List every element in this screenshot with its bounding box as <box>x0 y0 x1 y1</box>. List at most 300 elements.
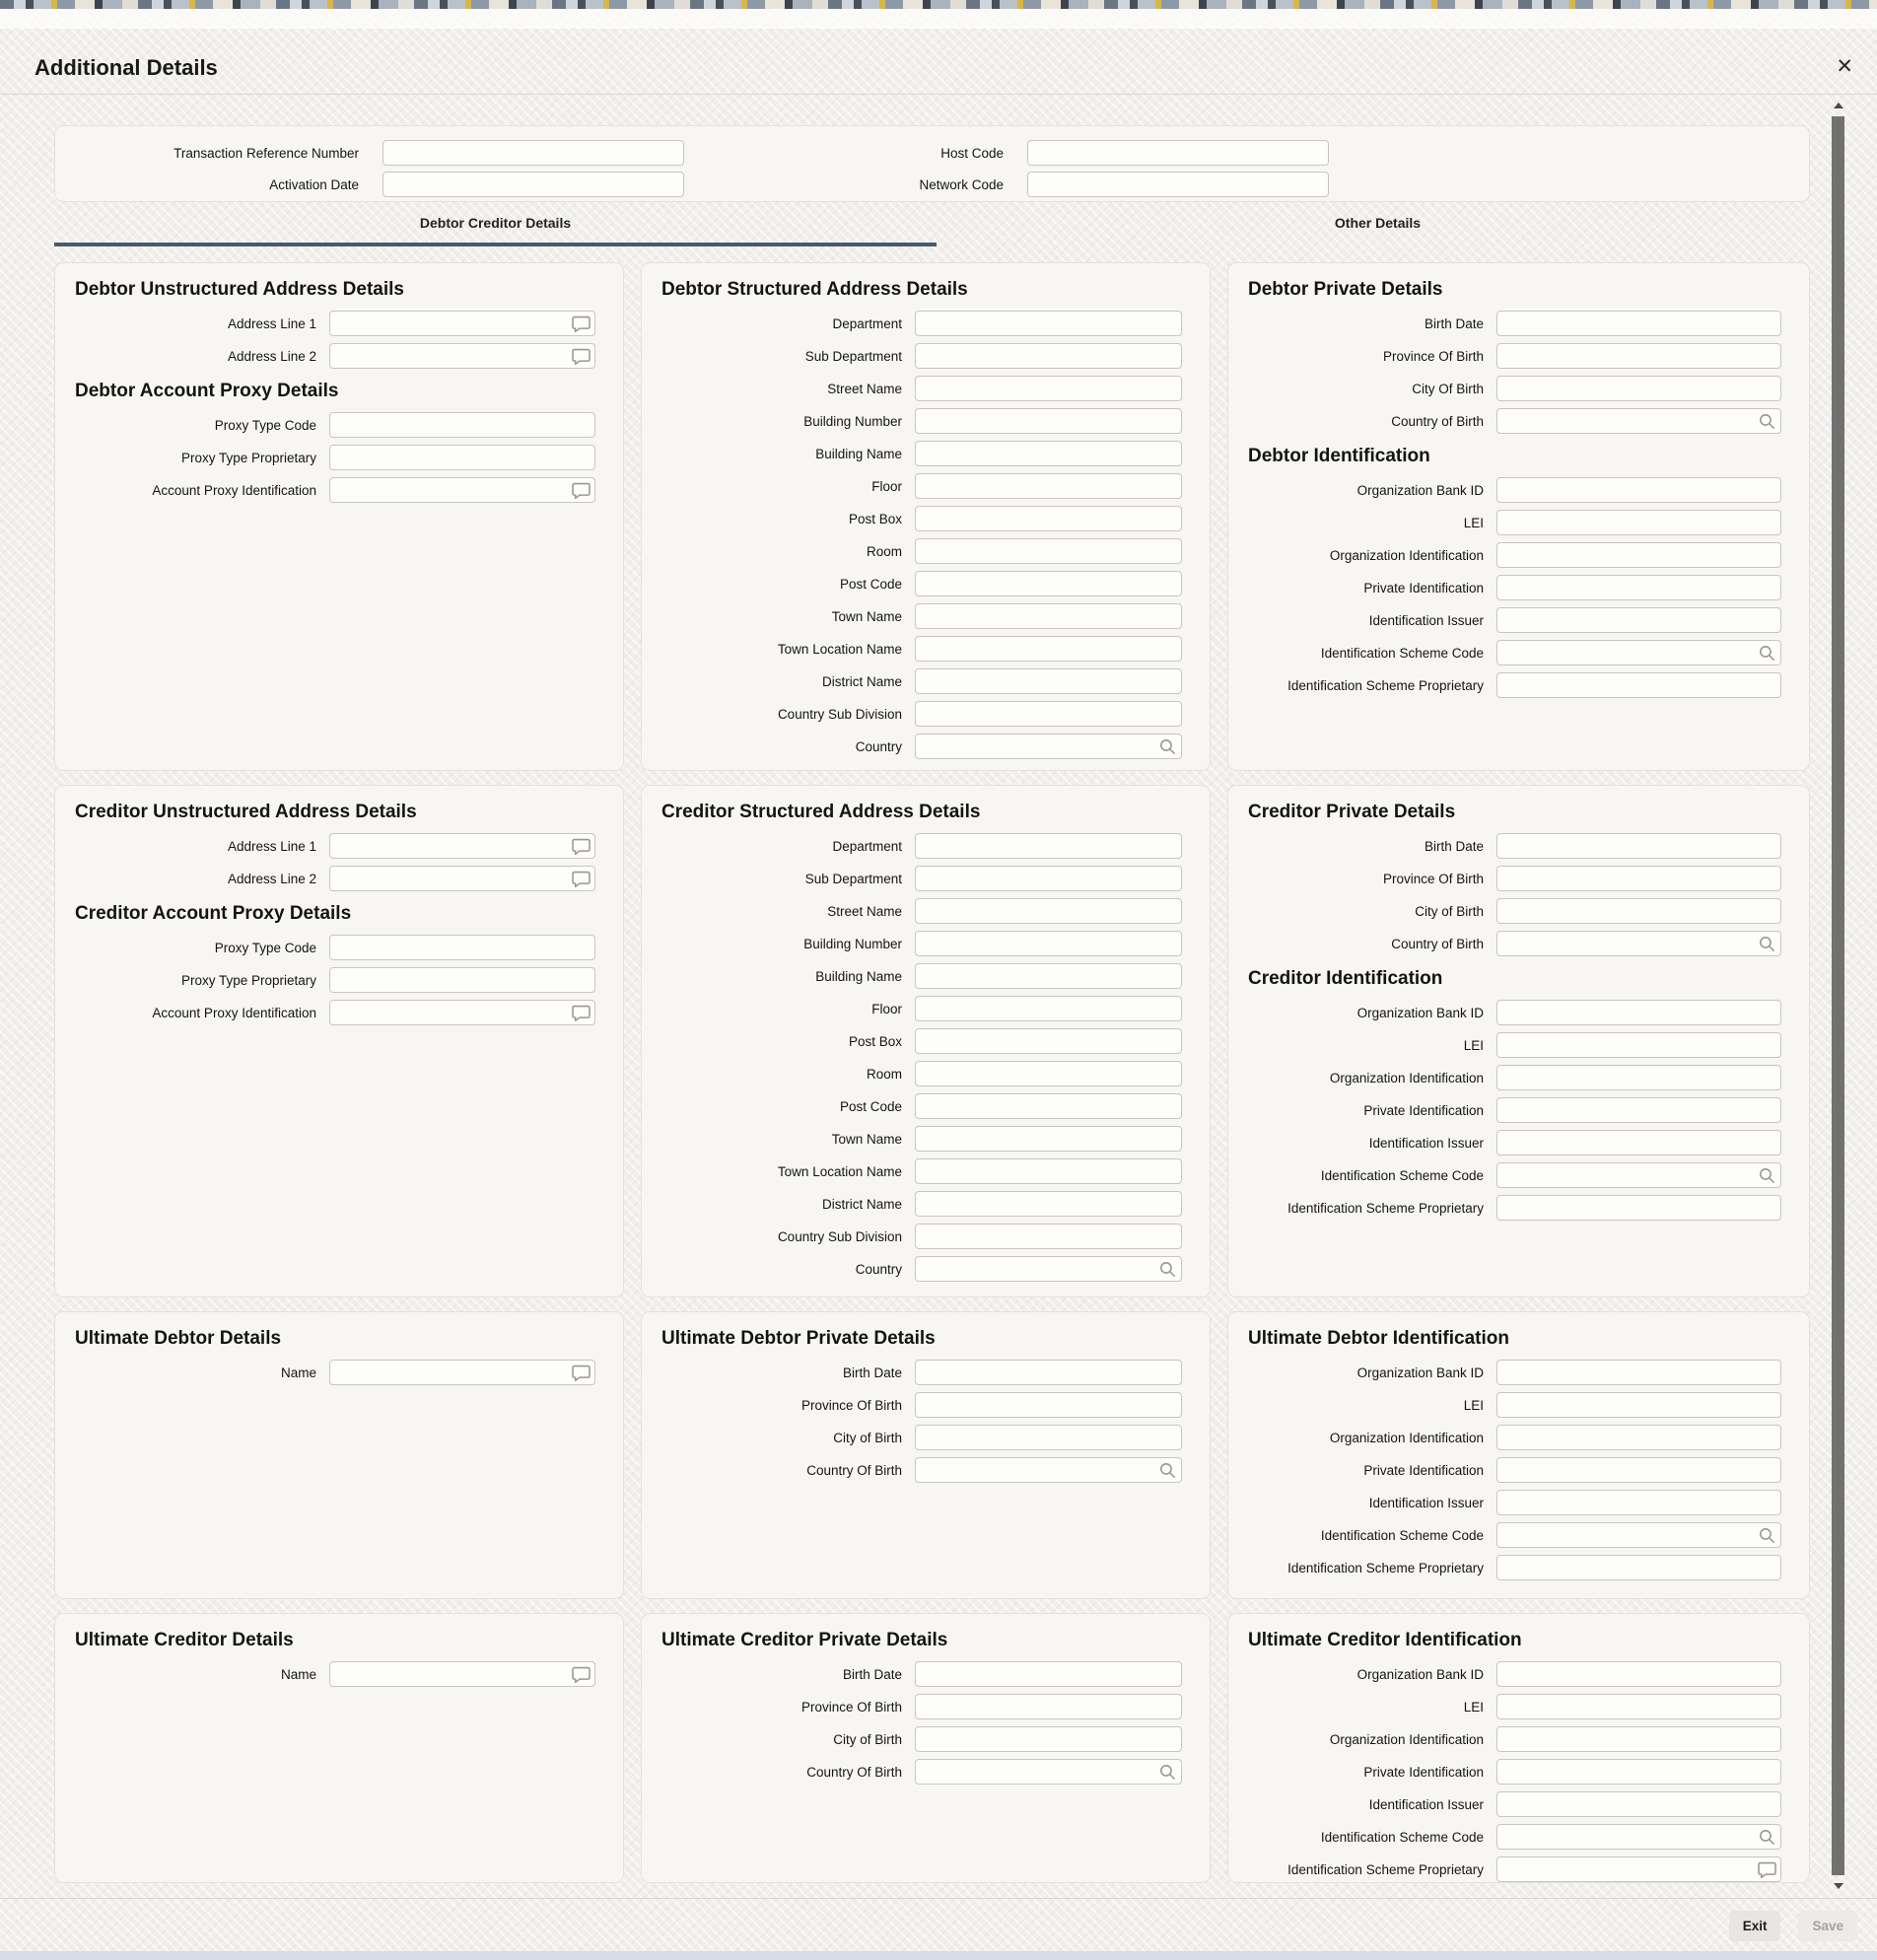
field-label-account-proxy-identification: Account Proxy Identification <box>152 482 316 498</box>
input-name[interactable] <box>329 1360 595 1385</box>
input-account-proxy-identification[interactable] <box>329 477 595 503</box>
input-country-of-birth[interactable] <box>915 1457 1182 1483</box>
comment-icon[interactable] <box>571 314 591 333</box>
field-label-identification-issuer: Identification Issuer <box>1368 612 1484 628</box>
field-input-wrap <box>329 311 595 336</box>
input-address-line-2[interactable] <box>329 866 595 891</box>
field-label-organization-bank-id: Organization Bank ID <box>1356 1666 1484 1682</box>
input-identification-scheme-proprietary[interactable] <box>1496 1195 1781 1221</box>
field-row <box>69 833 595 859</box>
field-input-wrap <box>1496 408 1781 434</box>
section-heading-ultimate-debtor-details: Ultimate Debtor Details <box>75 1328 282 1349</box>
input-organization-bank-id[interactable] <box>1496 1000 1781 1025</box>
field-input-wrap <box>915 506 1182 531</box>
field-row <box>1242 1425 1781 1450</box>
field-input-wrap <box>915 931 1182 956</box>
scroll-up-icon[interactable] <box>1834 103 1843 108</box>
field-input-wrap <box>915 1694 1182 1719</box>
field-input-wrap <box>915 571 1182 596</box>
field-row <box>656 1093 1182 1119</box>
field-label-country-of-birth: Country of Birth <box>1391 413 1484 429</box>
comment-icon[interactable] <box>571 836 591 856</box>
field-label-proxy-type-proprietary: Proxy Type Proprietary <box>180 972 316 988</box>
field-row <box>69 935 595 960</box>
field-input-wrap <box>1496 542 1781 568</box>
section-heading-ultimate-creditor-private-details: Ultimate Creditor Private Details <box>661 1630 948 1650</box>
input-building-number[interactable] <box>915 408 1182 434</box>
field-label-country-of-birth: Country Of Birth <box>806 1462 902 1478</box>
field-row <box>1242 1032 1781 1058</box>
field-row <box>1242 510 1781 535</box>
field-row <box>1242 542 1781 568</box>
input-host-code[interactable] <box>1027 140 1329 166</box>
field-label-identification-scheme-proprietary: Identification Scheme Proprietary <box>1287 1200 1484 1216</box>
debtor-structured-address-details-card <box>641 262 1211 771</box>
input-floor[interactable] <box>915 473 1182 499</box>
input-identification-scheme-code[interactable] <box>1496 1824 1781 1850</box>
input-organization-bank-id[interactable] <box>1496 1661 1781 1687</box>
field-row <box>656 1661 1182 1687</box>
title-divider <box>0 94 1877 95</box>
section-heading-ultimate-creditor-identification: Ultimate Creditor Identification <box>1248 1630 1522 1650</box>
field-row <box>1242 1195 1781 1221</box>
field-input-wrap <box>915 1759 1182 1785</box>
input-birth-date[interactable] <box>915 1661 1182 1687</box>
field-label-name: Name <box>280 1365 316 1380</box>
input-proxy-type-proprietary[interactable] <box>329 967 595 993</box>
input-identification-scheme-proprietary[interactable] <box>1496 1555 1781 1580</box>
field-label-lei: LEI <box>1463 1699 1484 1715</box>
field-label-identification-scheme-code: Identification Scheme Code <box>1320 645 1484 661</box>
field-row <box>1242 1360 1781 1385</box>
input-building-name[interactable] <box>915 441 1182 466</box>
input-name[interactable] <box>329 1661 595 1687</box>
search-icon[interactable] <box>1757 934 1776 953</box>
field-label-proxy-type-code: Proxy Type Code <box>214 940 316 955</box>
field-label-address-line-2: Address Line 2 <box>227 348 316 364</box>
field-label-city-of-birth: City of Birth <box>833 1430 902 1445</box>
field-row <box>656 1425 1182 1450</box>
input-city-of-birth[interactable] <box>915 1726 1182 1752</box>
input-identification-issuer[interactable] <box>1496 1490 1781 1515</box>
field-input-wrap <box>1496 1097 1781 1123</box>
field-input-wrap <box>329 1360 595 1385</box>
field-row <box>656 866 1182 891</box>
field-label-city-of-birth: City of Birth <box>1415 903 1484 919</box>
field-row <box>1242 376 1781 401</box>
section-heading-creditor-account-proxy-details: Creditor Account Proxy Details <box>75 903 352 924</box>
field-label-identification-issuer: Identification Issuer <box>1368 1796 1484 1812</box>
field-label-district-name: District Name <box>821 673 902 689</box>
field-row <box>1242 1065 1781 1090</box>
input-town-name[interactable] <box>915 1126 1182 1152</box>
field-label-identification-scheme-code: Identification Scheme Code <box>1320 1167 1484 1183</box>
field-label-province-of-birth: Province Of Birth <box>800 1699 902 1715</box>
field-input-wrap <box>915 1392 1182 1418</box>
field-label-country-of-birth: Country Of Birth <box>806 1764 902 1780</box>
field-label-account-proxy-identification: Account Proxy Identification <box>152 1005 316 1020</box>
field-row <box>1242 1791 1781 1817</box>
field-row <box>1242 1162 1781 1188</box>
field-input-wrap <box>915 1726 1182 1752</box>
input-sub-department[interactable] <box>915 343 1182 369</box>
comment-icon[interactable] <box>1757 1859 1776 1879</box>
field-input-wrap <box>915 1158 1182 1184</box>
field-label-lei: LEI <box>1463 1037 1484 1053</box>
field-label-lei: LEI <box>1463 1397 1484 1413</box>
field-input-wrap <box>1496 1856 1781 1882</box>
field-input-wrap <box>1496 1425 1781 1450</box>
field-row <box>1242 1661 1781 1687</box>
ultimate-debtor-identification-card <box>1227 1311 1810 1599</box>
input-department[interactable] <box>915 311 1182 336</box>
input-birth-date[interactable] <box>1496 833 1781 859</box>
debtor-private-details-card <box>1227 262 1810 771</box>
field-label-birth-date: Birth Date <box>842 1365 902 1380</box>
ultimate-debtor-private-details-card <box>641 1311 1211 1599</box>
field-input-wrap <box>915 898 1182 924</box>
field-label-province-of-birth: Province Of Birth <box>800 1397 902 1413</box>
field-input-wrap <box>915 1661 1182 1687</box>
field-label-room: Room <box>866 1066 902 1082</box>
input-proxy-type-proprietary[interactable] <box>329 445 595 470</box>
field-row <box>1242 931 1781 956</box>
field-label-province-of-birth: Province Of Birth <box>1382 348 1484 364</box>
search-icon[interactable] <box>1157 1460 1177 1480</box>
field-input-wrap <box>1496 1130 1781 1155</box>
field-input-wrap <box>915 668 1182 694</box>
cards-grid <box>54 262 1810 1883</box>
field-row <box>656 1028 1182 1054</box>
creditor-structured-address-details-card <box>641 785 1211 1297</box>
field-row <box>69 445 595 470</box>
field-label-transaction-reference-number: Transaction Reference Number <box>174 145 359 161</box>
input-province-of-birth[interactable] <box>1496 343 1781 369</box>
field-input-wrap <box>915 1191 1182 1217</box>
comment-icon[interactable] <box>571 480 591 500</box>
field-row <box>69 1661 595 1687</box>
field-input-wrap <box>1496 1490 1781 1515</box>
input-identification-scheme-code[interactable] <box>1496 1522 1781 1548</box>
scroll-down-icon[interactable] <box>1834 1883 1843 1889</box>
input-country-sub-division[interactable] <box>915 701 1182 727</box>
input-street-name[interactable] <box>915 898 1182 924</box>
field-input-wrap <box>329 1661 595 1687</box>
field-label-sub-department: Sub Department <box>804 348 902 364</box>
input-identification-issuer[interactable] <box>1496 1791 1781 1817</box>
input-private-identification[interactable] <box>1496 1097 1781 1123</box>
input-town-location-name[interactable] <box>915 636 1182 662</box>
tab-other-details[interactable]: Other Details <box>1334 215 1422 231</box>
field-label-proxy-type-code: Proxy Type Code <box>214 417 316 433</box>
field-label-country: Country <box>855 738 902 754</box>
field-label-network-code: Network Code <box>919 176 1004 192</box>
section-heading-debtor-private-details: Debtor Private Details <box>1248 279 1443 300</box>
input-network-code[interactable] <box>1027 172 1329 197</box>
input-post-code[interactable] <box>915 1093 1182 1119</box>
input-transaction-reference-number[interactable] <box>382 140 684 166</box>
field-input-wrap <box>915 963 1182 989</box>
field-label-private-identification: Private Identification <box>1363 1764 1484 1780</box>
input-activation-date[interactable] <box>382 172 684 197</box>
field-row <box>656 408 1182 434</box>
field-input-wrap <box>329 833 595 859</box>
search-icon[interactable] <box>1157 1259 1177 1279</box>
input-identification-issuer[interactable] <box>1496 607 1781 633</box>
field-row <box>656 603 1182 629</box>
section-heading-creditor-structured-address-details: Creditor Structured Address Details <box>661 802 981 822</box>
field-input-wrap <box>915 538 1182 564</box>
input-district-name[interactable] <box>915 668 1182 694</box>
search-icon[interactable] <box>1757 1827 1776 1847</box>
field-row <box>1242 1759 1781 1785</box>
field-row <box>1242 1694 1781 1719</box>
scrollbar-thumb[interactable] <box>1832 116 1844 1875</box>
input-building-name[interactable] <box>915 963 1182 989</box>
input-identification-scheme-proprietary[interactable] <box>1496 672 1781 698</box>
field-input-wrap <box>329 866 595 891</box>
comment-icon[interactable] <box>571 1664 591 1684</box>
field-label-town-name: Town Name <box>831 608 902 624</box>
input-organization-identification[interactable] <box>1496 542 1781 568</box>
field-input-wrap <box>915 833 1182 859</box>
field-row <box>1242 1130 1781 1155</box>
input-lei[interactable] <box>1496 1694 1781 1719</box>
input-lei[interactable] <box>1496 510 1781 535</box>
field-input-wrap <box>915 866 1182 891</box>
field-label-sub-department: Sub Department <box>804 871 902 886</box>
input-organization-bank-id[interactable] <box>1496 477 1781 503</box>
field-row <box>656 441 1182 466</box>
ultimate-creditor-private-details-card <box>641 1613 1211 1883</box>
field-label-organization-identification: Organization Identification <box>1329 547 1484 563</box>
input-sub-department[interactable] <box>915 866 1182 891</box>
input-country-of-birth[interactable] <box>1496 408 1781 434</box>
field-row <box>1242 343 1781 369</box>
field-label-post-box: Post Box <box>848 511 902 526</box>
field-input-wrap <box>1496 1759 1781 1785</box>
field-label-organization-identification: Organization Identification <box>1329 1731 1484 1747</box>
input-room[interactable] <box>915 1061 1182 1086</box>
field-label-country-of-birth: Country of Birth <box>1391 936 1484 951</box>
input-organization-identification[interactable] <box>1496 1425 1781 1450</box>
close-icon[interactable]: ✕ <box>1836 55 1853 78</box>
input-birth-date[interactable] <box>915 1360 1182 1385</box>
input-private-identification[interactable] <box>1496 1759 1781 1785</box>
field-input-wrap <box>915 1256 1182 1282</box>
field-row <box>656 636 1182 662</box>
comment-icon[interactable] <box>571 1363 591 1382</box>
input-post-box[interactable] <box>915 1028 1182 1054</box>
input-lei[interactable] <box>1496 1032 1781 1058</box>
search-icon[interactable] <box>1757 411 1776 431</box>
input-post-box[interactable] <box>915 506 1182 531</box>
input-country-of-birth[interactable] <box>915 1759 1182 1785</box>
field-label-post-code: Post Code <box>839 1098 902 1114</box>
field-input-wrap <box>1496 607 1781 633</box>
field-row <box>1242 1097 1781 1123</box>
save-button[interactable]: Save <box>1798 1911 1857 1941</box>
field-input-wrap <box>1496 477 1781 503</box>
field-row <box>656 571 1182 596</box>
input-post-code[interactable] <box>915 571 1182 596</box>
tab-debtor-creditor-details[interactable]: Debtor Creditor Details <box>54 203 937 246</box>
field-label-floor: Floor <box>871 1001 902 1016</box>
field-row <box>1242 672 1781 698</box>
field-label-town-name: Town Name <box>831 1131 902 1147</box>
comment-icon[interactable] <box>571 869 591 888</box>
field-input-wrap <box>1496 1065 1781 1090</box>
field-label-name: Name <box>280 1666 316 1682</box>
section-heading-debtor-identification: Debtor Identification <box>1248 446 1430 466</box>
input-town-location-name[interactable] <box>915 1158 1182 1184</box>
field-input-wrap <box>915 441 1182 466</box>
input-proxy-type-code[interactable] <box>329 935 595 960</box>
ultimate-creditor-identification-card <box>1227 1613 1810 1883</box>
input-country[interactable] <box>915 734 1182 759</box>
input-province-of-birth[interactable] <box>915 1392 1182 1418</box>
field-label-post-code: Post Code <box>839 576 902 592</box>
field-label-department: Department <box>832 315 902 331</box>
input-town-name[interactable] <box>915 603 1182 629</box>
input-country-sub-division[interactable] <box>915 1224 1182 1249</box>
input-identification-scheme-code[interactable] <box>1496 640 1781 665</box>
field-row <box>1242 1726 1781 1752</box>
search-icon[interactable] <box>1157 1762 1177 1782</box>
field-input-wrap <box>1496 343 1781 369</box>
search-icon[interactable] <box>1157 736 1177 756</box>
field-input-wrap <box>1496 510 1781 535</box>
field-label-street-name: Street Name <box>827 903 902 919</box>
creditor-unstructured-address-details-card <box>54 785 624 1297</box>
search-icon[interactable] <box>1757 1165 1776 1185</box>
input-private-identification[interactable] <box>1496 1457 1781 1483</box>
field-input-wrap <box>329 935 595 960</box>
input-city-of-birth[interactable] <box>915 1425 1182 1450</box>
field-row <box>656 701 1182 727</box>
input-private-identification[interactable] <box>1496 575 1781 600</box>
input-address-line-1[interactable] <box>329 311 595 336</box>
field-row <box>69 477 595 503</box>
field-label-address-line-2: Address Line 2 <box>227 871 316 886</box>
exit-button[interactable]: Exit <box>1729 1911 1781 1941</box>
section-heading-creditor-identification: Creditor Identification <box>1248 968 1443 989</box>
field-row <box>1242 898 1781 924</box>
input-room[interactable] <box>915 538 1182 564</box>
input-identification-scheme-code[interactable] <box>1496 1162 1781 1188</box>
field-label-private-identification: Private Identification <box>1363 580 1484 595</box>
input-address-line-2[interactable] <box>329 343 595 369</box>
field-row <box>656 1457 1182 1483</box>
creditor-private-details-card <box>1227 785 1810 1297</box>
field-row <box>1242 408 1781 434</box>
field-row <box>1242 1824 1781 1850</box>
field-label-identification-scheme-code: Identification Scheme Code <box>1320 1527 1484 1543</box>
field-row <box>656 473 1182 499</box>
input-proxy-type-code[interactable] <box>329 412 595 438</box>
field-input-wrap <box>1496 672 1781 698</box>
section-heading-ultimate-creditor-details: Ultimate Creditor Details <box>75 1630 294 1650</box>
field-input-wrap <box>1496 1791 1781 1817</box>
field-label-building-number: Building Number <box>803 413 902 429</box>
field-label-lei: LEI <box>1463 515 1484 530</box>
field-input-wrap <box>915 1061 1182 1086</box>
section-heading-debtor-unstructured-address-details: Debtor Unstructured Address Details <box>75 279 404 300</box>
input-address-line-1[interactable] <box>329 833 595 859</box>
search-icon[interactable] <box>1757 643 1776 663</box>
field-row <box>1242 1457 1781 1483</box>
field-label-birth-date: Birth Date <box>1424 838 1484 854</box>
comment-icon[interactable] <box>571 1003 591 1022</box>
field-row <box>1242 1555 1781 1580</box>
field-input-wrap <box>1496 1824 1781 1850</box>
field-label-identification-scheme-proprietary: Identification Scheme Proprietary <box>1287 677 1484 693</box>
field-input-wrap <box>1496 898 1781 924</box>
field-input-wrap <box>915 408 1182 434</box>
field-row <box>656 1392 1182 1418</box>
field-input-wrap <box>1496 1392 1781 1418</box>
input-street-name[interactable] <box>915 376 1182 401</box>
input-district-name[interactable] <box>915 1191 1182 1217</box>
ultimate-creditor-details-card <box>54 1613 624 1883</box>
input-account-proxy-identification[interactable] <box>329 1000 595 1025</box>
field-label-identification-scheme-proprietary: Identification Scheme Proprietary <box>1287 1560 1484 1575</box>
footer-divider <box>0 1898 1877 1899</box>
input-country-of-birth[interactable] <box>1496 931 1781 956</box>
input-province-of-birth[interactable] <box>915 1694 1182 1719</box>
input-lei[interactable] <box>1496 1392 1781 1418</box>
input-identification-issuer[interactable] <box>1496 1130 1781 1155</box>
input-province-of-birth[interactable] <box>1496 866 1781 891</box>
field-row <box>69 343 595 369</box>
field-label-organization-bank-id: Organization Bank ID <box>1356 1365 1484 1380</box>
input-organization-bank-id[interactable] <box>1496 1360 1781 1385</box>
input-building-number[interactable] <box>915 931 1182 956</box>
input-city-of-birth[interactable] <box>1496 376 1781 401</box>
input-organization-identification[interactable] <box>1496 1065 1781 1090</box>
field-row <box>69 412 595 438</box>
field-row <box>69 1000 595 1025</box>
field-row <box>656 311 1182 336</box>
field-input-wrap <box>1496 833 1781 859</box>
field-input-wrap <box>1496 1360 1781 1385</box>
field-input-wrap <box>915 1126 1182 1152</box>
field-input-wrap <box>915 1360 1182 1385</box>
section-heading-ultimate-debtor-private-details: Ultimate Debtor Private Details <box>661 1328 936 1349</box>
input-floor[interactable] <box>915 996 1182 1021</box>
field-row <box>656 1256 1182 1282</box>
field-row <box>656 1726 1182 1752</box>
input-country[interactable] <box>915 1256 1182 1282</box>
input-city-of-birth[interactable] <box>1496 898 1781 924</box>
search-icon[interactable] <box>1757 1525 1776 1545</box>
input-birth-date[interactable] <box>1496 311 1781 336</box>
comment-icon[interactable] <box>571 346 591 366</box>
field-label-post-box: Post Box <box>848 1033 902 1049</box>
field-label-address-line-1: Address Line 1 <box>227 315 316 331</box>
field-label-province-of-birth: Province Of Birth <box>1382 871 1484 886</box>
input-organization-identification[interactable] <box>1496 1726 1781 1752</box>
input-department[interactable] <box>915 833 1182 859</box>
field-row <box>69 1360 595 1385</box>
field-label-identification-scheme-proprietary: Identification Scheme Proprietary <box>1287 1861 1484 1877</box>
field-row <box>656 376 1182 401</box>
section-heading-creditor-private-details: Creditor Private Details <box>1248 802 1456 822</box>
input-identification-scheme-proprietary[interactable] <box>1496 1856 1781 1882</box>
field-label-birth-date: Birth Date <box>842 1666 902 1682</box>
field-input-wrap <box>915 376 1182 401</box>
field-label-host-code: Host Code <box>940 145 1004 161</box>
